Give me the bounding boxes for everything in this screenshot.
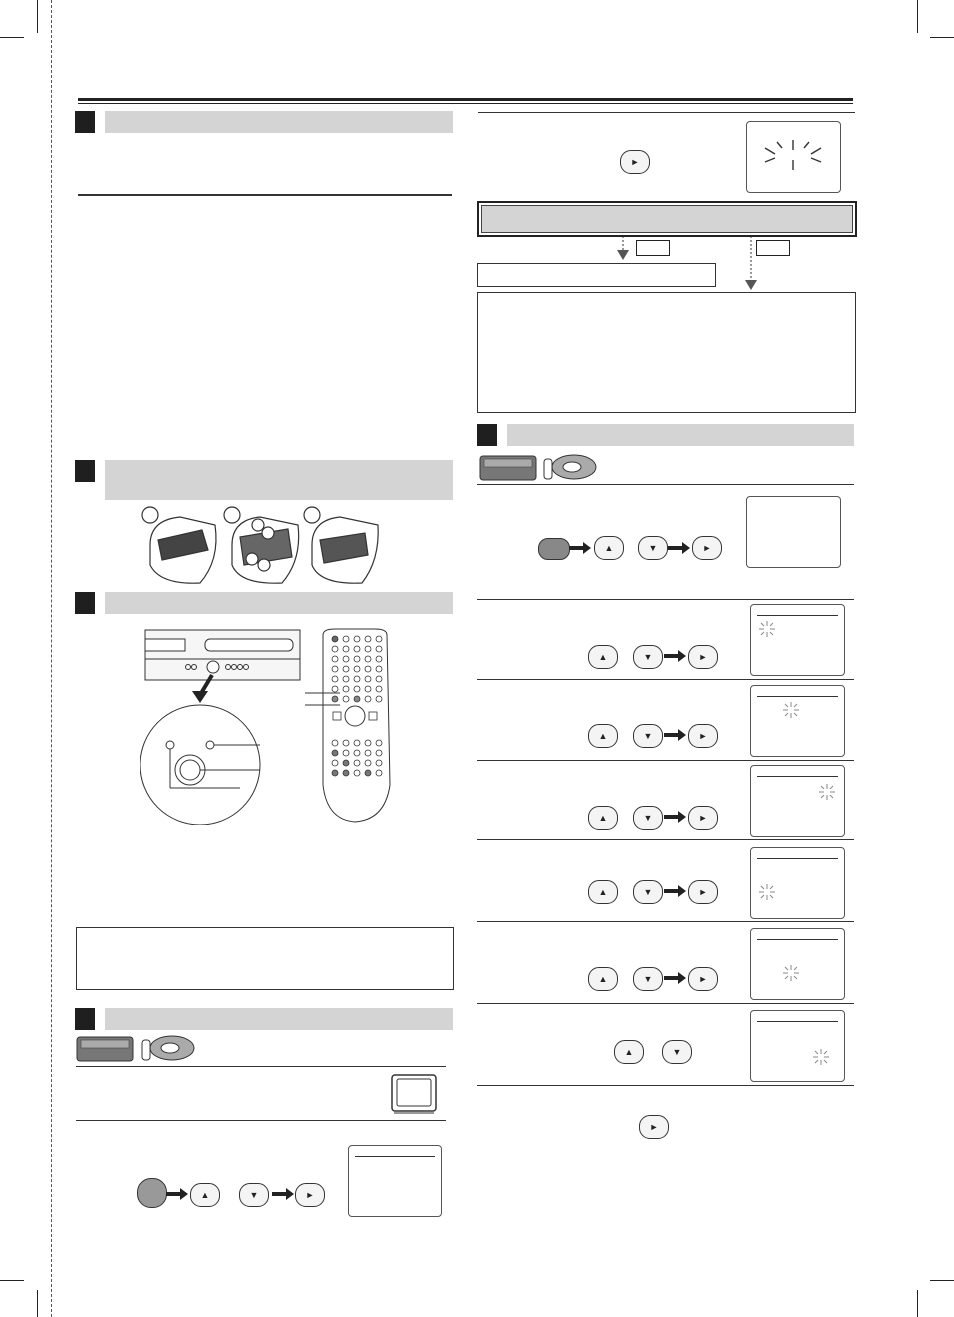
section-number	[477, 424, 497, 446]
down-arrow-icon: ▼	[643, 652, 653, 662]
arrow-icon	[664, 650, 686, 662]
play-icon: ►	[698, 731, 708, 741]
section-header	[105, 460, 453, 500]
blinking-cursor-icon	[757, 619, 777, 639]
arrow-icon	[668, 542, 690, 554]
divider	[76, 1120, 446, 1121]
down-arrow-icon: ▼	[643, 887, 653, 897]
down-button[interactable]	[633, 880, 663, 904]
vcr-mode-icon	[140, 1034, 196, 1062]
menu-button[interactable]	[538, 538, 570, 560]
crop-mark	[917, 1290, 918, 1317]
divider	[76, 1066, 446, 1067]
note-box	[76, 927, 454, 990]
play-button[interactable]	[295, 1183, 325, 1207]
dotted-arrow-icon	[616, 236, 630, 262]
option-box	[477, 263, 716, 287]
up-arrow-icon: ▲	[200, 1190, 210, 1200]
divider	[477, 921, 854, 922]
play-button[interactable]	[620, 150, 650, 174]
down-button[interactable]	[633, 645, 663, 669]
osd-screen	[750, 765, 845, 837]
vhs-logo-icon	[76, 1036, 134, 1062]
up-arrow-icon: ▲	[598, 974, 608, 984]
arrow-icon	[664, 972, 686, 984]
down-arrow-icon: ▼	[643, 731, 653, 741]
section-number	[75, 1008, 95, 1030]
up-arrow-icon: ▲	[598, 887, 608, 897]
play-button[interactable]	[639, 1115, 669, 1139]
vcr-front-panel-illustration	[140, 625, 310, 825]
play-icon: ►	[698, 887, 708, 897]
cut-line	[51, 0, 52, 1317]
crop-mark	[917, 0, 918, 33]
down-arrow-icon: ▼	[672, 1047, 682, 1057]
battery-install-illustration	[140, 505, 385, 587]
up-button[interactable]	[594, 536, 624, 560]
play-icon: ►	[698, 652, 708, 662]
play-icon: ►	[698, 974, 708, 984]
play-icon: ►	[702, 543, 712, 553]
crop-mark	[930, 37, 954, 38]
section-number	[75, 111, 95, 133]
down-arrow-icon: ▼	[648, 543, 658, 553]
blinking-cursor-icon	[811, 1047, 831, 1067]
up-arrow-icon: ▲	[598, 731, 608, 741]
play-icon: ►	[649, 1122, 659, 1132]
arrow-icon	[272, 1188, 294, 1200]
down-button[interactable]	[633, 724, 663, 748]
section-header	[105, 1008, 453, 1030]
arrow-icon	[664, 811, 686, 823]
play-button[interactable]	[688, 645, 718, 669]
play-icon: ►	[698, 813, 708, 823]
divider	[477, 760, 854, 761]
crop-mark	[0, 1280, 24, 1281]
crop-mark	[930, 1280, 954, 1281]
down-arrow-icon: ▼	[249, 1190, 259, 1200]
blinking-cursor-icon	[817, 782, 837, 802]
divider	[78, 194, 452, 196]
section-header	[105, 592, 453, 614]
section-header	[105, 111, 453, 133]
remote-control-illustration	[305, 625, 395, 825]
up-button[interactable]	[588, 806, 618, 830]
tv-icon	[390, 1073, 438, 1115]
play-button[interactable]	[688, 724, 718, 748]
play-button[interactable]	[688, 806, 718, 830]
menu-button[interactable]	[137, 1178, 167, 1208]
section-header	[507, 424, 854, 446]
vhs-logo-icon	[479, 455, 537, 481]
section-number	[75, 460, 95, 482]
up-button[interactable]	[588, 880, 618, 904]
play-button[interactable]	[692, 536, 722, 560]
up-button[interactable]	[588, 645, 618, 669]
arrow-icon	[569, 542, 591, 554]
play-button[interactable]	[688, 880, 718, 904]
up-arrow-icon: ▲	[598, 652, 608, 662]
option-tag	[636, 240, 670, 256]
divider	[477, 1085, 854, 1086]
osd-screen	[746, 121, 841, 193]
osd-screen	[746, 496, 841, 568]
divider	[478, 112, 855, 113]
up-button[interactable]	[614, 1040, 644, 1064]
osd-screen	[750, 1010, 845, 1082]
play-icon: ►	[305, 1190, 315, 1200]
crop-mark	[0, 37, 24, 38]
up-arrow-icon: ▲	[598, 813, 608, 823]
up-button[interactable]	[588, 967, 618, 991]
play-icon: ►	[630, 157, 640, 167]
down-button[interactable]	[638, 536, 668, 560]
play-button[interactable]	[688, 967, 718, 991]
osd-screen	[750, 604, 845, 676]
section-number	[75, 592, 95, 614]
option-tag	[756, 240, 790, 256]
divider	[477, 599, 854, 600]
info-box	[477, 292, 856, 413]
blinking-cursor-icon	[757, 882, 777, 902]
osd-screen	[750, 685, 845, 757]
vcr-mode-icon	[542, 453, 598, 481]
arrow-icon	[166, 1188, 188, 1200]
header-rule	[78, 103, 853, 104]
down-arrow-icon: ▼	[643, 974, 653, 984]
down-arrow-icon: ▼	[643, 813, 653, 823]
down-button[interactable]	[633, 806, 663, 830]
osd-screen	[348, 1145, 442, 1217]
divider	[477, 1003, 854, 1004]
up-arrow-icon: ▲	[604, 543, 614, 553]
up-arrow-icon: ▲	[624, 1047, 634, 1057]
crop-mark	[37, 0, 38, 33]
divider	[477, 839, 854, 840]
arrow-icon	[664, 885, 686, 897]
osd-screen	[750, 928, 845, 1000]
down-button[interactable]	[633, 967, 663, 991]
blinking-display-icon	[757, 136, 829, 176]
divider	[477, 484, 854, 485]
osd-screen	[750, 847, 845, 919]
blinking-cursor-icon	[781, 700, 801, 720]
blinking-cursor-icon	[781, 963, 801, 983]
down-button[interactable]	[239, 1183, 269, 1207]
header-rule	[78, 98, 853, 101]
divider	[477, 679, 854, 680]
crop-mark	[37, 1290, 38, 1317]
up-button[interactable]	[190, 1183, 220, 1207]
arrow-icon	[664, 729, 686, 741]
down-button[interactable]	[662, 1040, 692, 1064]
highlight-banner	[477, 201, 857, 237]
up-button[interactable]	[588, 724, 618, 748]
